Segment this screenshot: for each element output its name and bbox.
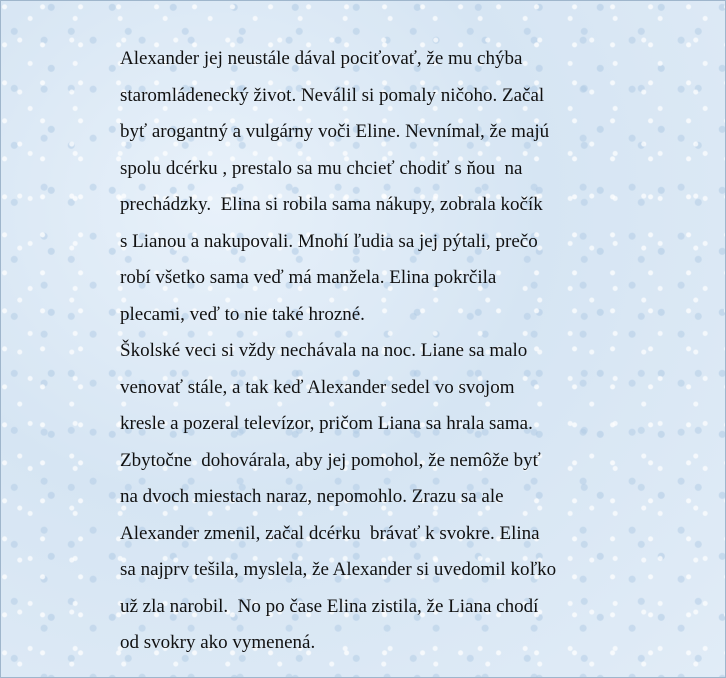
text-line: na dvoch miestach naraz, nepomohlo. Zrazu sa ale: [120, 486, 504, 507]
text-line: s Lianou a nakupovali. Mnohí ľudia sa jej pýtali, prečo: [120, 230, 538, 252]
text-line: venovať stále, a tak keď Alexander sedel vo svojom: [120, 376, 515, 398]
text-line: prechádzky. Elina si robila sama nákupy, zobrala kočík: [120, 194, 543, 215]
text-line: Školské veci si vždy nechávala na noc. Liane sa malo: [120, 340, 528, 361]
text-line: staromládenecký život. Neválil si pomaly ničoho. Začal: [120, 84, 545, 106]
text-line: plecami, veď to nie také hrozné.: [120, 303, 365, 325]
text-line: už zla narobil. No po čase Elina zistila, že Liana chodí: [120, 595, 539, 617]
story-text: [120, 41, 620, 662]
text-line: kresle a pozeral televízor, pričom Liana sa hrala sama.: [120, 413, 533, 434]
text-line: spolu dcérku , prestalo sa mu chcieť chodiť s ňou na: [120, 157, 523, 179]
text-line: Zbytočne dohovárala, aby jej pomohol, že nemôže byť: [120, 449, 541, 471]
text-line: byť arogantný a vulgárny voči Eline. Nevnímal, že majú: [120, 121, 550, 142]
text-line: sa najprv tešila, myslela, že Alexander si uvedomil koľko: [120, 559, 557, 580]
text-line: od svokry ako vymenená.: [120, 632, 316, 653]
text-line: Alexander jej neustále dával pociťovať, že mu chýba: [120, 48, 523, 69]
text-line: Alexander zmenil, začal dcérku brávať k svokre. Elina: [120, 522, 540, 544]
text-line: robí všetko sama veď má manžela. Elina pokrčila: [120, 267, 497, 288]
